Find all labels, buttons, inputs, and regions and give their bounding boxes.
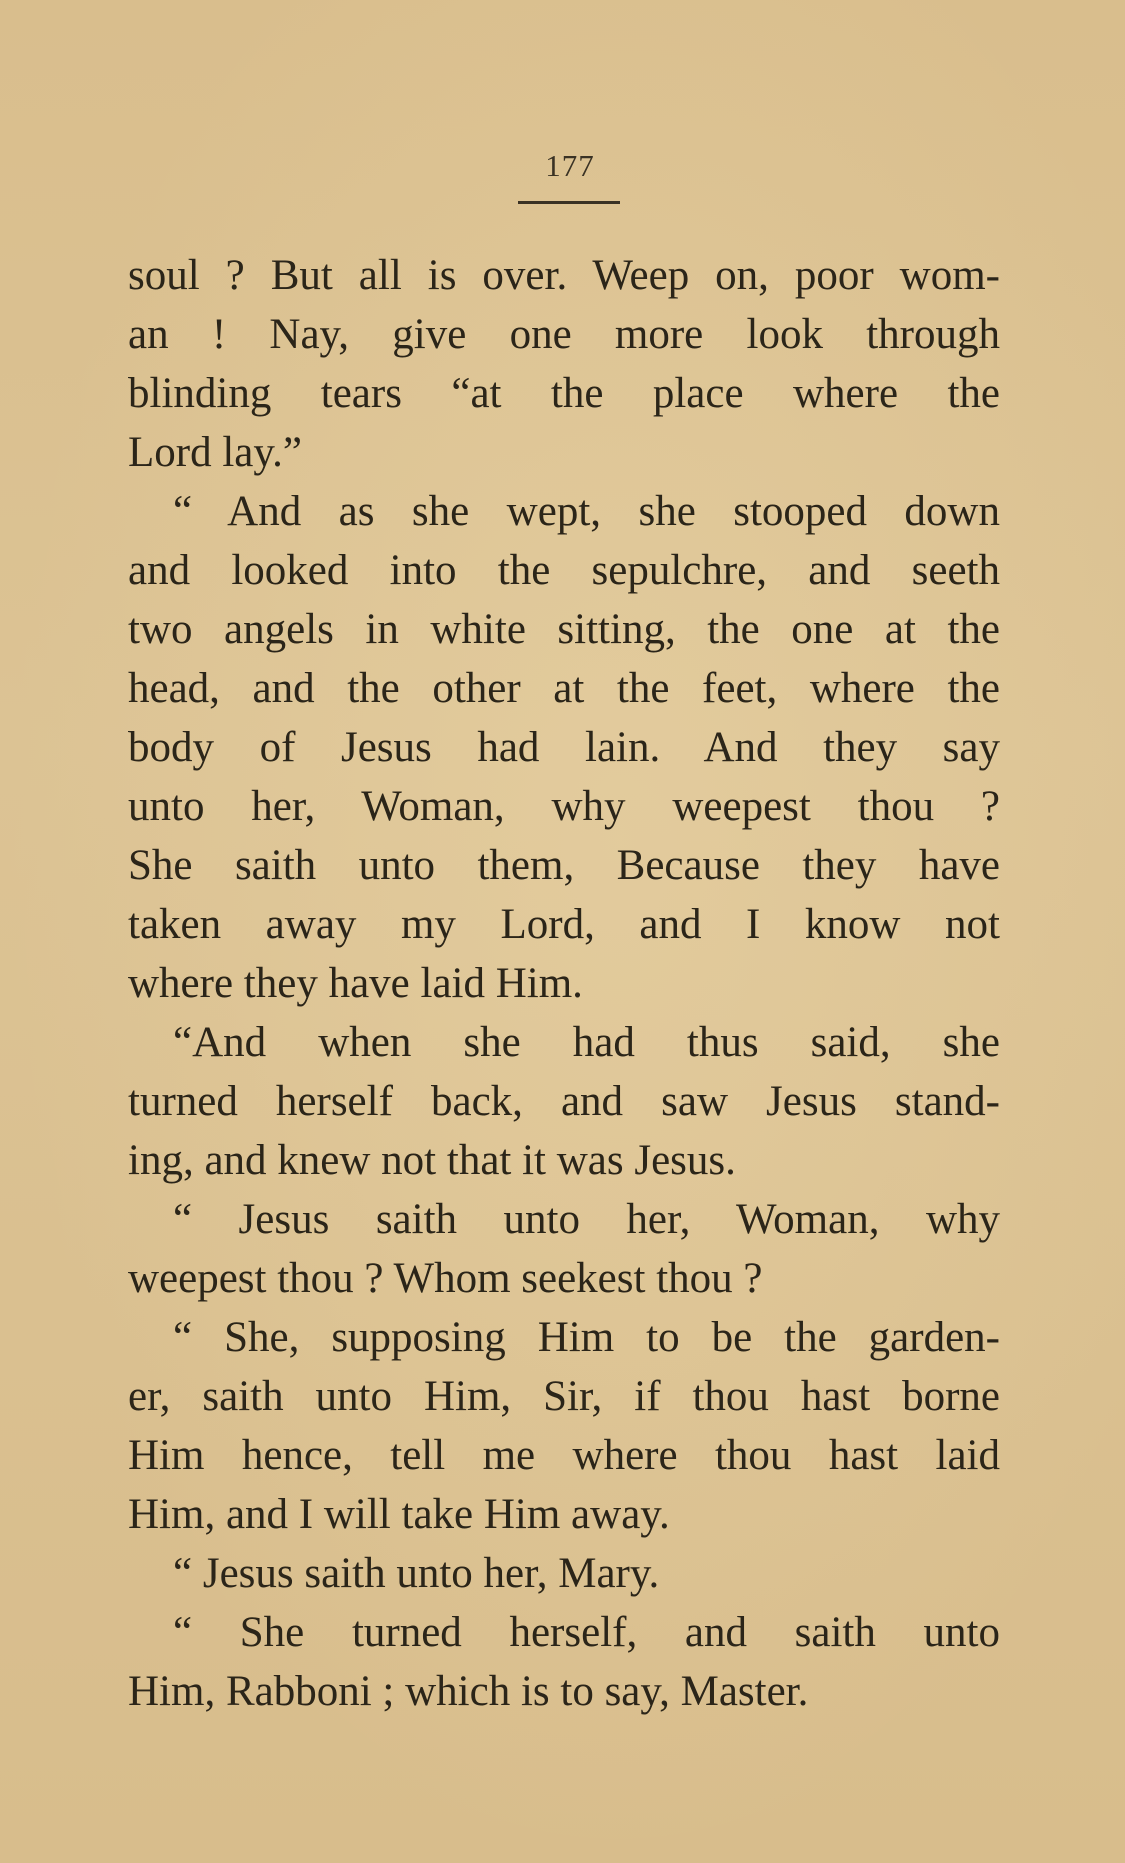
text-line: soul ? But all is over. Weep on, poor wom-	[128, 252, 1000, 299]
text-line: blinding tears “at the place where the	[128, 370, 1000, 417]
text-line: “And when she had thus said, she	[173, 1019, 1000, 1066]
text-line: body of Jesus had lain. And they say	[128, 724, 1000, 771]
text-line: an ! Nay, give one more look through	[128, 311, 1000, 358]
text-line: She saith unto them, Because they have	[128, 842, 1000, 889]
text-line: weepest thou ? Whom seekest thou ?	[128, 1255, 763, 1302]
text-line: “ Jesus saith unto her, Woman, why	[173, 1196, 1000, 1243]
text-line: where they have laid Him.	[128, 960, 583, 1007]
text-line: “ Jesus saith unto her, Mary.	[173, 1550, 660, 1597]
text-line: head, and the other at the feet, where the	[128, 665, 1000, 712]
body-text	[128, 246, 1000, 1721]
text-line: “ She turned herself, and saith unto	[173, 1609, 1000, 1656]
text-line: “ She, supposing Him to be the garden-	[173, 1314, 1000, 1361]
text-line: Him, and I will take Him away.	[128, 1491, 670, 1538]
text-line: Him hence, tell me where thou hast laid	[128, 1432, 1000, 1479]
page-number: 177	[545, 148, 595, 183]
text-line: two angels in white sitting, the one at the	[128, 606, 1000, 653]
text-line: Him, Rabboni ; which is to say, Master.	[128, 1668, 809, 1715]
text-line: er, saith unto Him, Sir, if thou hast borne	[128, 1373, 1000, 1420]
text-line: taken away my Lord, and I know not	[128, 901, 1000, 948]
text-line: and looked into the sepulchre, and seeth	[128, 547, 1000, 594]
text-line: Lord lay.”	[128, 429, 302, 476]
text-line: ing, and knew not that it was Jesus.	[128, 1137, 736, 1184]
header-rule	[518, 201, 620, 204]
text-line: unto her, Woman, why weepest thou ?	[128, 783, 1000, 830]
text-line: “ And as she wept, she stooped down	[173, 488, 1000, 535]
text-line: turned herself back, and saw Jesus stand-	[128, 1078, 1000, 1125]
